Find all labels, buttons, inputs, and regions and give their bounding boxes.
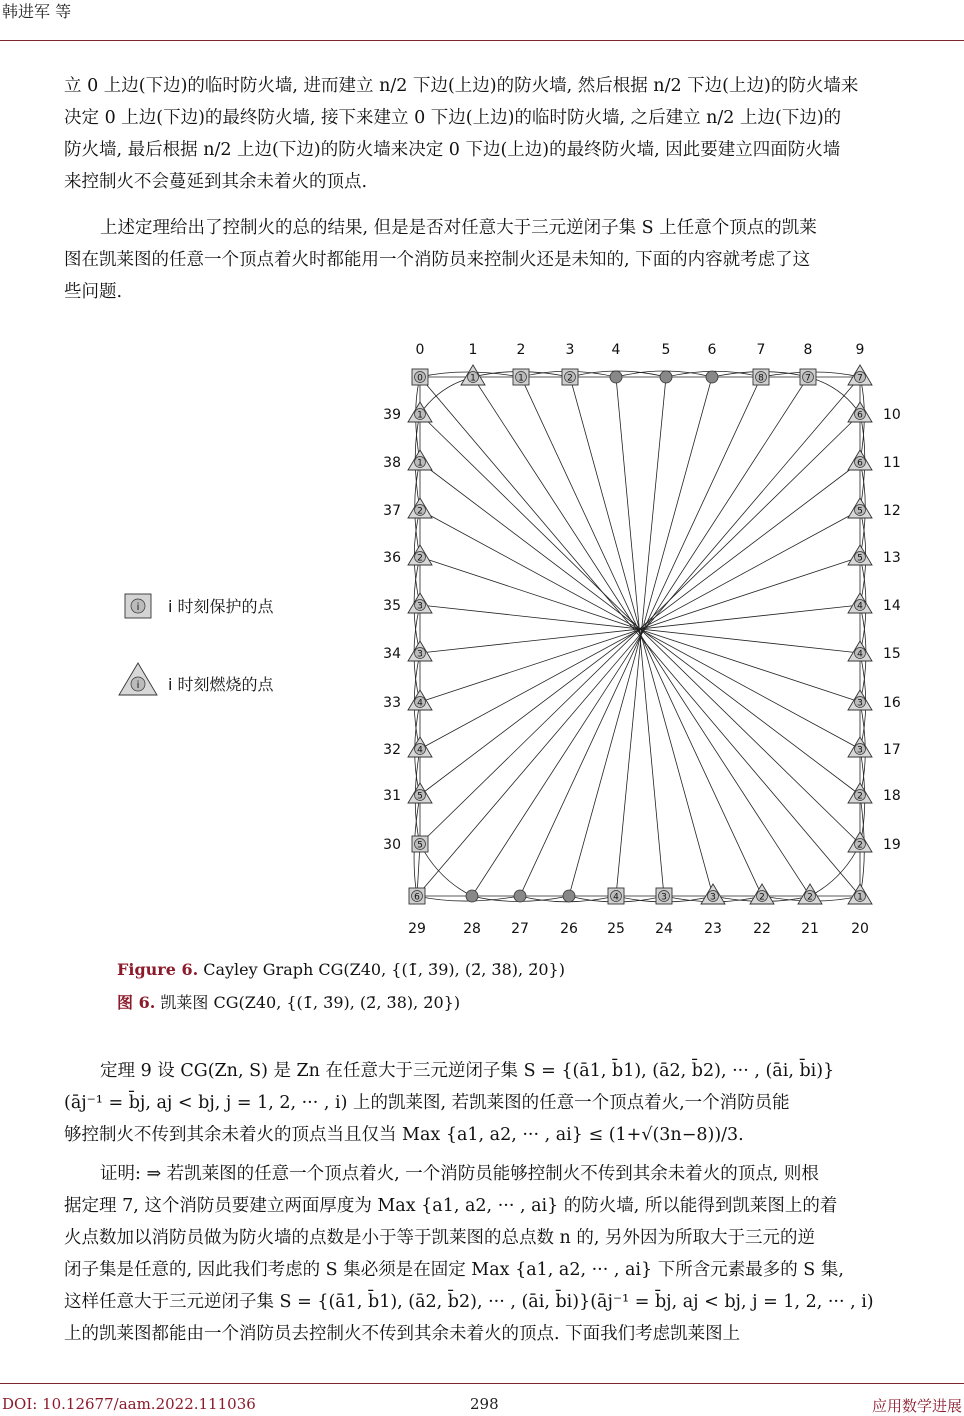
vertex-index-label: 13	[883, 550, 901, 566]
vertex-time-label: 4	[857, 649, 863, 660]
caption-en-label: Figure 6.	[117, 960, 199, 979]
vertex-index-label: 32	[383, 742, 401, 758]
vertex-time-label: 2	[857, 791, 863, 802]
vertex-index-label: 22	[753, 921, 771, 937]
paragraph-1-line: 来控制火不会蔓延到其余未着火的顶点.	[64, 172, 368, 192]
vertex-index-label: 14	[883, 598, 901, 614]
vertex-time-label: 6	[857, 458, 863, 469]
vertex-index-label: 15	[883, 646, 901, 662]
vertex-time-label: 1	[470, 373, 476, 384]
vertex-index-label: 31	[383, 788, 401, 804]
vertex-unburned-circle	[466, 890, 478, 902]
figure-caption-zh	[117, 990, 460, 1013]
vertex-time-label: 1	[857, 892, 863, 903]
proof-line: 据定理 7, 这个消防员要建立两面厚度为 Max {a1, a2, ··· , ai} 的防火墙, 所以能得到凯莱图上的着	[64, 1196, 838, 1216]
vertex-time-label: 2	[857, 840, 863, 851]
vertex-time-label: 3	[710, 892, 716, 903]
vertex-unburned-circle	[563, 890, 575, 902]
vertex-index-label: 25	[607, 921, 625, 937]
paragraph-1-line: 防火墙, 最后根据 n/2 上边(下边)的防火墙来决定 0 下边(上边)的最终防火墙, 因此要建立四面防火墙	[64, 140, 841, 160]
vertex-index-label: 26	[560, 921, 578, 937]
paragraph-2-line: 些问题.	[64, 282, 123, 302]
vertex-index-label: 4	[611, 342, 621, 358]
vertex-index-label: 2	[516, 342, 526, 358]
proof-line: 上的凯莱图都能由一个消防员去控制火不传到其余未着火的顶点. 下面我们考虑凯莱图上	[64, 1324, 741, 1344]
vertex-index-label: 35	[383, 598, 401, 614]
footer-journal: 应用数学进展	[871, 1397, 962, 1415]
vertex-index-label: 30	[383, 837, 401, 853]
vertex-time-label: 3	[417, 649, 423, 660]
vertex-time-label: 6	[857, 410, 863, 421]
vertex-time-label: 3	[857, 745, 863, 756]
vertex-time-label: 1	[518, 373, 524, 384]
vertex-time-label: 2	[759, 892, 765, 903]
vertex-unburned-circle	[660, 371, 672, 383]
legend-protected-symbol: i	[136, 602, 140, 613]
vertex-index-label: 16	[883, 695, 901, 711]
vertex-time-label: 2	[567, 373, 573, 384]
vertex-index-label: 1	[468, 342, 478, 358]
caption-zh-text: 凯莱图 CG(Z40, {(1̄, 3̄9), (2̄, 3̄8), 2̄0})	[160, 993, 461, 1012]
paragraph-1-line: 决定 0 上边(下边)的最终防火墙, 接下来建立 0 下边(上边)的临时防火墙, 之后建立 n/2 上边(下边)的	[64, 108, 842, 128]
vertex-index-label: 11	[883, 455, 901, 471]
vertex-time-label: 5	[857, 506, 863, 517]
vertex-time-label: 1	[417, 410, 423, 421]
vertex-index-label: 23	[704, 921, 722, 937]
paragraph-2	[64, 212, 964, 308]
vertex-index-label: 24	[655, 921, 673, 937]
vertex-time-label: 3	[417, 601, 423, 612]
vertex-time-label: 8	[758, 373, 764, 384]
legend-burning-symbol: i	[136, 680, 140, 691]
vertex-index-label: 18	[883, 788, 901, 804]
proof-line: 闭子集是任意的, 因此我们考虑的 S 集必须是在固定 Max {a1, a2, ··· , ai} 下所含元素最多的 S 集,	[64, 1260, 844, 1280]
vertex-time-label: 3	[661, 892, 667, 903]
theorem-line: 够控制火不传到其余未着火的顶点当且仅当 Max {a1, a2, ··· , ai} ≤ (1+√(3n−8))/3.	[64, 1125, 744, 1145]
caption-zh-label: 图 6.	[117, 993, 156, 1012]
vertex-time-label: 2	[417, 553, 423, 564]
vertex-index-label: 34	[383, 646, 401, 662]
vertex-index-label: 36	[383, 550, 401, 566]
vertex-time-label: 7	[805, 373, 811, 384]
vertex-time-label: 7	[857, 373, 863, 384]
footer-doi: DOI: 10.12677/aam.2022.111036	[2, 1395, 256, 1413]
vertex-index-label: 3	[565, 342, 575, 358]
paragraph-2-line: 图在凯莱图的任意一个顶点着火时都能用一个消防员来控制火还是未知的, 下面的内容就考虑了这	[64, 250, 811, 270]
proof-paragraph	[64, 1158, 964, 1350]
vertex-unburned-circle	[514, 890, 526, 902]
vertex-index-label: 10	[883, 407, 901, 423]
proof-line: 证明: ⇒ 若凯莱图的任意一个顶点着火, 一个消防员能够控制火不传到其余未着火的顶点, 则根	[100, 1164, 819, 1184]
vertex-index-label: 33	[383, 695, 401, 711]
graph-chord-edge	[472, 377, 808, 896]
vertex-index-label: 20	[851, 921, 869, 937]
theorem-9	[64, 1055, 964, 1151]
cayley-graph-figure	[110, 335, 910, 947]
vertex-unburned-circle	[706, 371, 718, 383]
vertex-time-label: 5	[857, 553, 863, 564]
theorem-line: 定理 9 设 CG(Zn, S) 是 Zn 在任意大于三元逆闭子集 S = {(ā1, b̄1), (ā2, b̄2), ··· , (āi, b̄i)}	[100, 1061, 835, 1081]
vertex-index-label: 29	[408, 921, 426, 937]
vertex-time-label: 4	[613, 892, 619, 903]
vertex-time-label: 3	[857, 698, 863, 709]
header-rule	[0, 40, 964, 41]
caption-en-text: Cayley Graph CG(Z40, {(1̄, 3̄9), (2̄, 3̄8), 2̄0})	[203, 960, 565, 979]
legend-burning-label: i 时刻燃烧的点	[168, 675, 274, 694]
proof-line: 火点数加以消防员做为防火墙的点数是小于等于凯莱图的总点数 n 的, 另外因为所取大于三元的逆	[64, 1228, 816, 1248]
paragraph-2-line: 上述定理给出了控制火的总的结果, 但是是否对任意大于三元逆闭子集 S 上任意个顶点的凯莱	[100, 218, 817, 238]
graph-chord-edge	[570, 377, 713, 896]
vertex-time-label: 4	[417, 745, 423, 756]
legend-protected-label: i 时刻保护的点	[168, 597, 274, 616]
footer-rule	[0, 1383, 964, 1384]
vertex-unburned-circle	[610, 371, 622, 383]
vertex-index-label: 17	[883, 742, 901, 758]
vertex-index-label: 9	[855, 342, 865, 358]
vertex-time-label: 2	[807, 892, 813, 903]
vertex-time-label: 4	[417, 698, 423, 709]
vertex-index-label: 12	[883, 503, 901, 519]
running-header-authors: 韩进军 等	[2, 2, 72, 21]
vertex-index-label: 19	[883, 837, 901, 853]
vertex-index-label: 27	[511, 921, 529, 937]
vertex-time-label: 6	[414, 892, 420, 903]
paragraph-1	[64, 70, 964, 198]
figure-caption-en	[117, 960, 565, 979]
paragraph-1-line: 立 0 上边(下边)的临时防火墙, 进而建立 n/2 下边(上边)的防火墙, 然后根据 n/2 下边(上边)的防火墙来	[64, 76, 859, 96]
proof-line: 这样任意大于三元逆闭子集 S = {(ā1, b̄1), (ā2, b̄2), ··· , (āi, b̄i)}(āj⁻¹ = b̄j, aj < bj, j = 1, 2, ··· , i)	[64, 1292, 874, 1312]
vertex-index-label: 7	[756, 342, 766, 358]
vertex-index-label: 6	[707, 342, 717, 358]
vertex-index-label: 28	[463, 921, 481, 937]
vertex-index-label: 21	[801, 921, 819, 937]
vertex-index-label: 5	[661, 342, 671, 358]
vertex-index-label: 8	[803, 342, 813, 358]
vertex-time-label: 2	[417, 506, 423, 517]
graph-chord-edge	[520, 377, 761, 896]
theorem-line: (āj⁻¹ = b̄j, aj < bj, j = 1, 2, ··· , i) 上的凯莱图, 若凯莱图的任意一个顶点着火,一个消防员能	[64, 1093, 790, 1113]
vertex-time-label: 5	[417, 791, 423, 802]
vertex-time-label: 0	[417, 373, 423, 384]
vertex-time-label: 4	[857, 601, 863, 612]
vertex-time-label: 5	[417, 840, 423, 851]
footer-page-number: 298	[470, 1395, 499, 1413]
vertex-index-label: 39	[383, 407, 401, 423]
vertex-index-label: 38	[383, 455, 401, 471]
vertex-time-label: 1	[417, 458, 423, 469]
vertex-index-label: 37	[383, 503, 401, 519]
vertex-index-label: 0	[415, 342, 425, 358]
